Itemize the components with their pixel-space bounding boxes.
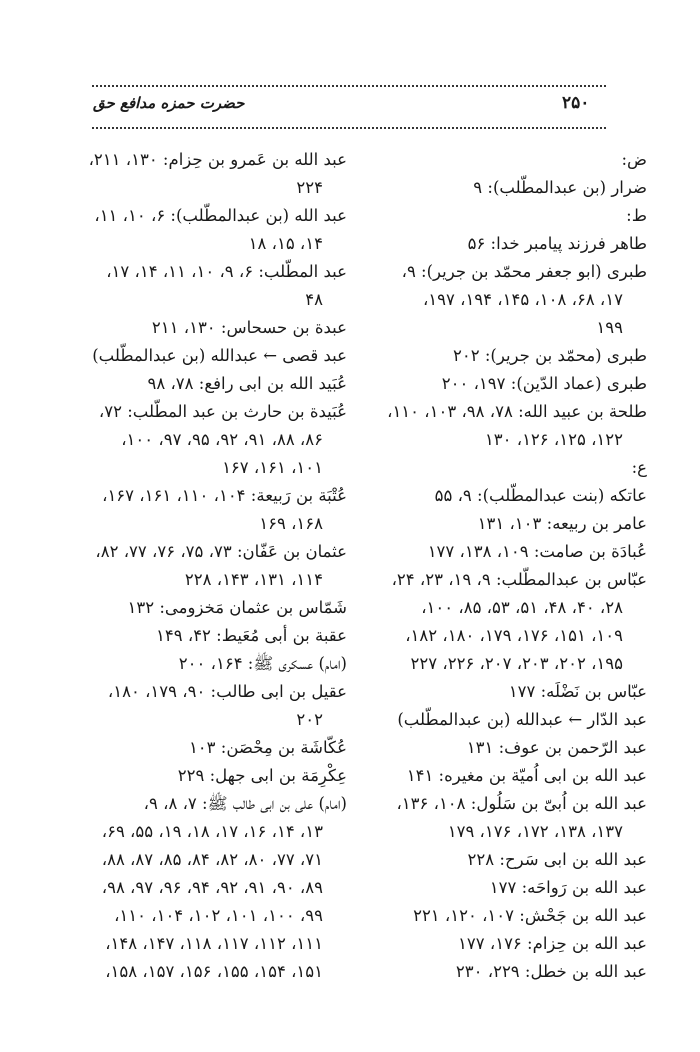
index-entry: عبد الله بن رَواحَه: ۱۷۷ bbox=[489, 878, 647, 897]
index-entry-continuation: ۱۰۹، ۱۵۱، ۱۷۶، ۱۷۹، ۱۸۰، ۱۸۲، bbox=[405, 626, 623, 645]
page-number: ۲۵۰ bbox=[562, 93, 590, 113]
index-entry: عثمان بن عَفّان: ۷۳، ۷۵، ۷۶، ۷۷، ۸۲، bbox=[95, 542, 347, 561]
index-entry-continuation: ۲۲۴ bbox=[296, 178, 323, 197]
index-entry-continuation: ۱۷، ۶۸، ۱۰۸، ۱۴۵، ۱۹۴، ۱۹۷، bbox=[422, 290, 623, 309]
index-entry: عبد الدّار ← عبدالله (بن عبدالمطّلب) bbox=[397, 710, 647, 729]
index-entry: عبد الله بن خطل: ۲۲۹، ۲۳۰ bbox=[455, 962, 647, 981]
index-entry: عبد الله بن اُبیّ بن سَلُول: ۱۰۸، ۱۳۶، bbox=[396, 794, 647, 813]
index-entry: ضرار (بن عبدالمطّلب): ۹ bbox=[473, 178, 647, 197]
header-top-divider bbox=[92, 85, 606, 87]
index-entry: طاهر فرزند پیامبر خدا: ۵۶ bbox=[467, 234, 647, 253]
index-entry: طبری (ابو جعفر محمّد بن جریر): ۹، bbox=[401, 262, 647, 281]
index-entry-continuation: ۸۶، ۸۸، ۹۱، ۹۲، ۹۵، ۹۷، ۱۰۰، bbox=[121, 430, 323, 449]
index-entry-continuation: ۴۸ bbox=[305, 290, 323, 309]
index-entry-continuation: ۱۱۴، ۱۳۱، ۱۴۳، ۲۲۸ bbox=[184, 570, 323, 589]
index-entry: عُبَید الله بن ابی رافع: ۷۸، ۹۸ bbox=[147, 374, 347, 393]
index-entry-continuation: ۹۹، ۱۰۰، ۱۰۱، ۱۰۲، ۱۰۴، ۱۱۰، bbox=[114, 906, 323, 925]
index-entry-continuation: ۱۹۵، ۲۰۲، ۲۰۳، ۲۰۷، ۲۲۶، ۲۲۷ bbox=[410, 654, 623, 673]
index-entry: شَمّاس بن عثمان مَخزومی: ۱۳۲ bbox=[127, 598, 347, 617]
index-entry-continuation: ۱۳، ۱۴، ۱۶، ۱۷، ۱۸، ۱۹، ۵۵، ۶۹، bbox=[101, 822, 323, 841]
index-entry-continuation: ۲۰۲ bbox=[296, 710, 323, 729]
index-entry-continuation: ۱۰۱، ۱۶۱، ۱۶۷ bbox=[222, 458, 323, 477]
index-entry: طلحة بن عبید الله: ۷۸، ۹۸، ۱۰۳، ۱۱۰، bbox=[387, 402, 647, 421]
index-entry-continuation: ۱۱۱، ۱۱۲، ۱۱۷، ۱۱۸، ۱۴۷، ۱۴۸، bbox=[105, 934, 323, 953]
index-entry-continuation: ۱۵۱، ۱۵۴، ۱۵۵، ۱۵۶، ۱۵۷، ۱۵۸، bbox=[105, 962, 323, 981]
header-bottom-divider bbox=[92, 127, 606, 129]
index-entry: طبری (محمّد بن جریر): ۲۰۲ bbox=[453, 346, 647, 365]
index-entry-continuation: ۱۴، ۱۵، ۱۸ bbox=[248, 234, 323, 253]
index-entry-continuation: ۱۲۲، ۱۲۵، ۱۲۶، ۱۳۰ bbox=[484, 430, 623, 449]
index-entry-continuation: ۱۹۹ bbox=[596, 318, 623, 337]
index-entry: عُبَیدة بن حارث بن عبد المطّلب: ۷۲، bbox=[98, 402, 347, 421]
index-entry-continuation: ۷۱، ۷۷، ۸۰، ۸۲، ۸۴، ۸۵، ۸۷، ۸۸، bbox=[101, 850, 323, 869]
index-entry: عبد الله بن عَمرو بن حِزام: ۱۳۰، ۲۱۱، bbox=[88, 150, 347, 169]
index-entry: (امام) علی بن ابی طالب ﷺ: ۷، ۸، ۹، bbox=[143, 794, 347, 813]
index-entry: ط: bbox=[626, 206, 647, 225]
index-entry: عبد الله بن جَحْش: ۱۰۷، ۱۲۰، ۲۲۱ bbox=[413, 906, 647, 925]
index-entry: عبّاس بن عبدالمطّلب: ۹، ۱۹، ۲۳، ۲۴، bbox=[391, 570, 647, 589]
index-entry-continuation: ۱۳۷، ۱۳۸، ۱۷۲، ۱۷۶، ۱۷۹ bbox=[447, 822, 623, 841]
index-entry: عبد الرّحمن بن عوف: ۱۳۱ bbox=[466, 738, 647, 757]
index-entry: عبد الله (بن عبدالمطّلب): ۶، ۱۰، ۱۱، bbox=[94, 206, 347, 225]
index-entry: عبد قصی ← عبدالله (بن عبدالمطّلب) bbox=[92, 346, 347, 365]
index-entry-continuation: ۲۸، ۴۰، ۴۸، ۵۱، ۵۳، ۸۵، ۱۰۰، bbox=[421, 598, 623, 617]
running-header-title: حضرت حمزه مدافع حق bbox=[93, 94, 245, 112]
index-entry: طبری (عماد الدّین): ۱۹۷، ۲۰۰ bbox=[441, 374, 647, 393]
index-entry: (امام) عسکری ﷺ: ۱۶۴، ۲۰۰ bbox=[178, 654, 347, 673]
index-column-right bbox=[355, 146, 647, 986]
index-entry: عِکْرِمَة بن ابی جهل: ۲۲۹ bbox=[177, 766, 347, 785]
index-entry: عامر بن ربیعه: ۱۰۳، ۱۳۱ bbox=[477, 514, 647, 533]
index-entry: عبد الله بن ابی سَرح: ۲۲۸ bbox=[467, 850, 647, 869]
index-column-left bbox=[60, 146, 347, 986]
index-entry: عُتْبَة بن رَبیعة: ۱۰۴، ۱۱۰، ۱۶۱، ۱۶۷، bbox=[102, 486, 347, 505]
index-entry: عبد الله بن ابی اُمیّة بن مغیره: ۱۴۱ bbox=[406, 766, 647, 785]
index-entry: عُبادَة بن صامت: ۱۰۹، ۱۳۸، ۱۷۷ bbox=[427, 542, 647, 561]
index-entry-continuation: ۸۹، ۹۰، ۹۱، ۹۲، ۹۴، ۹۶، ۹۷، ۹۸، bbox=[101, 878, 323, 897]
index-entry: ع: bbox=[631, 458, 647, 477]
index-entry: عاتکه (بنت عبدالمطّلب): ۹، ۵۵ bbox=[434, 486, 647, 505]
index-entry: عبد المطّلب: ۶، ۹، ۱۰، ۱۱، ۱۴، ۱۷، bbox=[106, 262, 347, 281]
index-entry: عبد الله بن حِزام: ۱۷۶، ۱۷۷ bbox=[458, 934, 647, 953]
index-entry: عُکّاشَة بن مِحْصَن: ۱۰۳ bbox=[188, 738, 347, 757]
index-entry: عقیل بن ابی طالب: ۹۰، ۱۷۹، ۱۸۰، bbox=[107, 682, 347, 701]
index-entry: عقبة بن أبی مُعَیط: ۴۲، ۱۴۹ bbox=[156, 626, 347, 645]
index-entry: عبّاس بن نَضْلَه: ۱۷۷ bbox=[508, 682, 647, 701]
index-entry-continuation: ۱۶۸، ۱۶۹ bbox=[259, 514, 323, 533]
index-entry: ض: bbox=[621, 150, 647, 169]
index-entry: عبدة بن حسحاس: ۱۳۰، ۲۱۱ bbox=[151, 318, 347, 337]
